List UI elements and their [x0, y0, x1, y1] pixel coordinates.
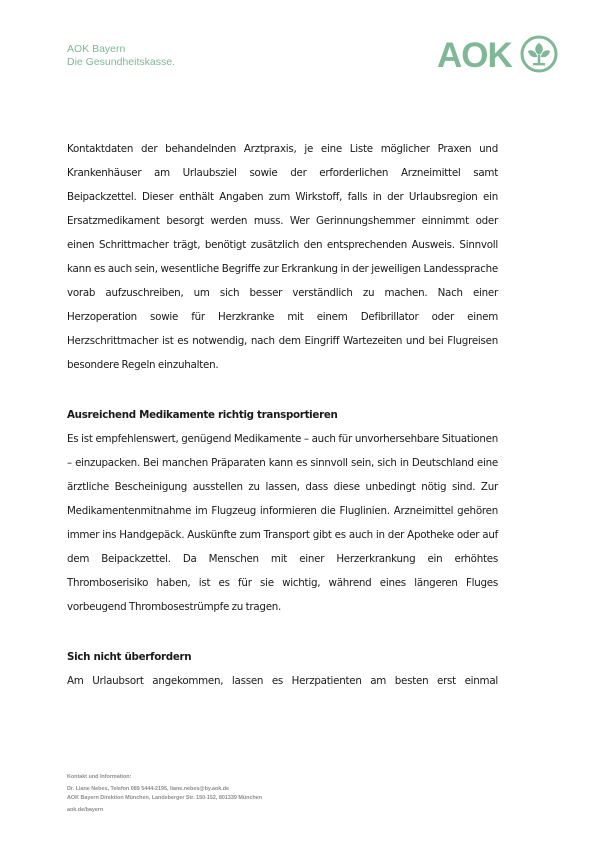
brand-text	[67, 43, 175, 69]
footer-contact-line: Dr. Liane Nebes, Telefon 089 5444-2195, liane.nebes@by.aok.de	[67, 786, 230, 792]
brand-slogan: Die Gesundheitskasse.	[67, 56, 175, 68]
footer-contact	[67, 773, 262, 815]
heading-medication: Ausreichend Medikamente richtig transportieren	[67, 409, 338, 421]
paragraph-medication: Es ist empfehlenswert, genügend Medikamente – auch für unvorhersehbare Situationen – einzupacken. Bei manchen Präparaten kann es sinnvoll sein, sich in Deutschland eine ärztliche Bescheinigung ausstellen zu lassen, dass diese unbedingt nötig sind. Zur Medikamentenmitnahme im Flugzeug informieren die Fluglinien. Arzneimittel gehören immer ins Handgepäck. Auskünfte zum Transport gibt es auch in der Apotheke oder auf dem Beipackzettel. Da Menschen mit einer Herzerkrankung ein erhöhtes Thromboserisiko haben, ist es für sie wichtig, während eines längeren Fluges vorbeugend Thrombosestrümpfe zu tragen.	[67, 433, 498, 613]
aok-logo	[437, 34, 559, 74]
paragraph-arrival: Am Urlaubsort angekommen, lassen es Herzpatienten am besten erst einmal	[67, 675, 498, 687]
logo-text: AOK	[437, 36, 512, 74]
footer-label: Kontakt und Information:	[67, 774, 132, 780]
aok-tree-icon	[522, 37, 556, 71]
brand-name: AOK Bayern	[67, 43, 126, 55]
footer-website: aok.de/bayern	[67, 807, 104, 813]
paragraph-contacts: Kontaktdaten der behandelnden Arztpraxis, je eine Liste möglicher Praxen und Krankenhäuser am Urlaubsziel sowie der erforderlichen Arzneimittel samt Beipackzettel. Dieser enthält Angaben zum Wirkstoff, falls in der Urlaubsregion ein Ersatzmedikament besorgt werden muss. Wer Gerinnungshemmer einnimmt oder einen Schrittmacher trägt, benötigt zusätzlich den entsprechenden Ausweis. Sinnvoll kann es auch sein, wesentliche Begriffe zur Erkrankung in der jeweiligen Landessprache vorab aufzuschreiben, um sich besser verständlich zu machen. Nach einer Herzoperation sowie für Herzkranke mit einem Defibrillator oder einem Herzschrittmacher ist es notwendig, nach dem Eingriff Wartezeiten und bei Flugreisen besondere Regeln einzuhalten.	[67, 143, 498, 371]
heading-overexertion: Sich nicht überfordern	[67, 651, 192, 663]
footer-address-line: AOK Bayern Direktion München, Landsberger Str. 150-152, 801339 München	[67, 795, 263, 801]
